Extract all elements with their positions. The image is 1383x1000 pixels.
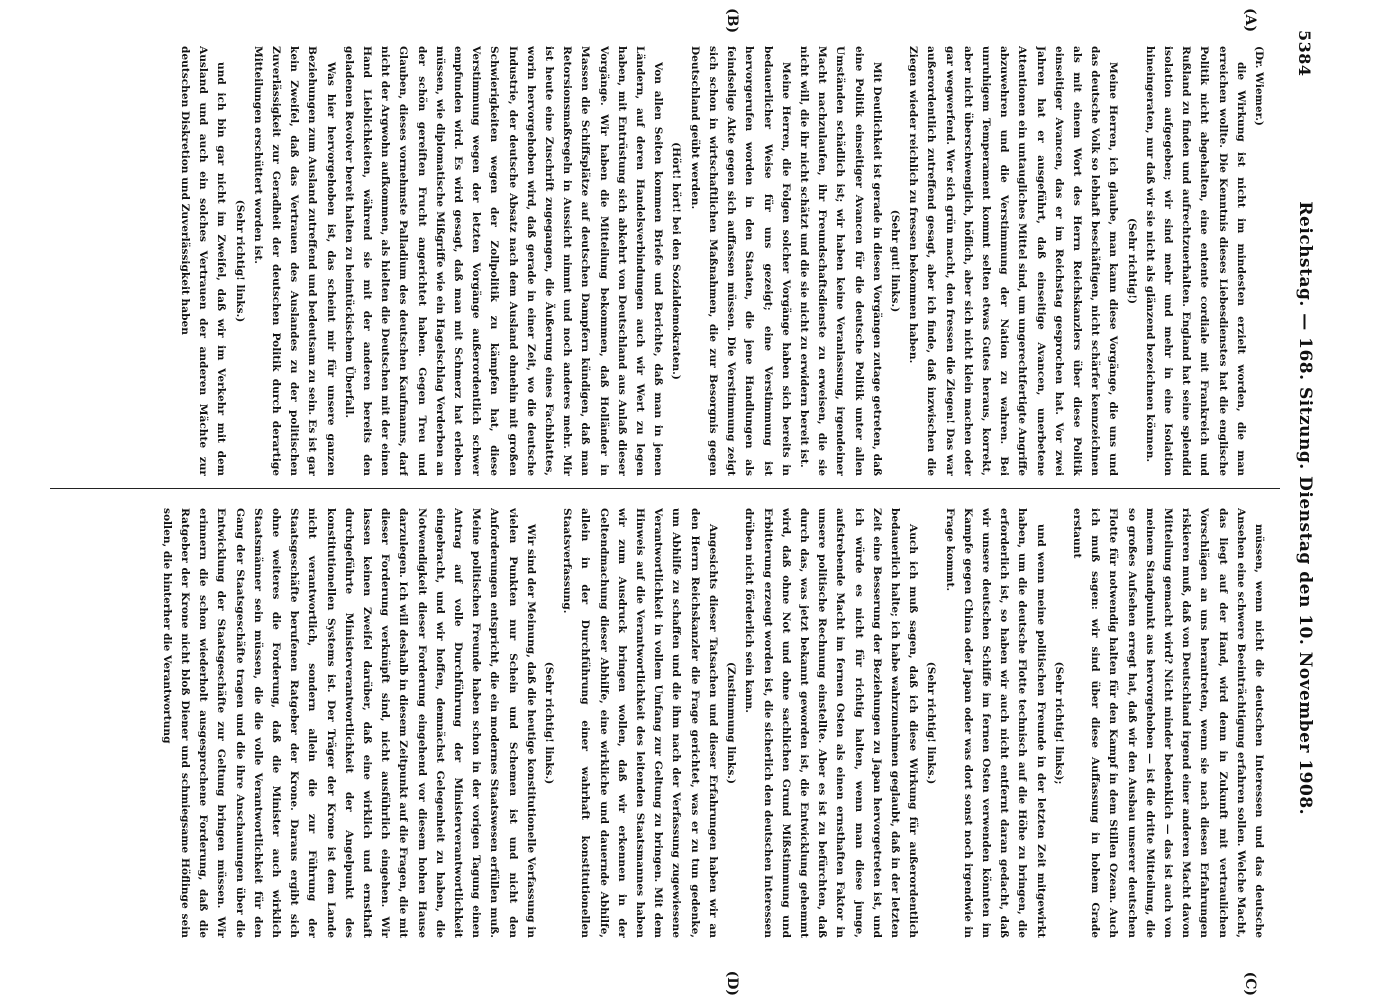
column-divider — [50, 488, 1280, 489]
page-header — [1292, 30, 1318, 980]
paragraph: Meine Herren, ich glaube, man kann diese Vorgänge, die uns und das deutsche Volk so lebhaft beschäftigen, nicht schärfer kennzeichnen als mit einem Wort des Herrn Reichskanzlers über diese Politik einseitiger Avancen, das er im Reichstag gesprochen hat. Vor zwei Jahren hat er ausgeführt, daß einseitige Avancen, unerbetene Attentionen ein untaugliches Mittel sind, um ungerechtfertigte Angriffe abzuwehren und die Verstimmung der Nation zu wahren. Bei unruhigem Temperament kommt selten etwas Gutes heraus, korrekt, aber nicht überschwenglich, höflich, aber sich nicht klein machen oder gar wegwerfend. Wer sich grün macht, den fressen die Ziegen! Das war außerordentlich zutreffend gesagt, aber ich finde, daß inzwischen die Ziegen wieder reichlich zu fressen bekommen haben. — [907, 46, 1120, 476]
paragraph: die Wirkung ist nicht im mindesten erzielt worden, die man erreichen wollte. Die Kenntnis dieses Liebesdienstes hat die englische Politik nicht abgehalten, eine entente cordiale mit Frankreich und Rußland zu finden und aufrechtzuerhalten. England hat seine splendid isolation aufgegeben; wir sind mehr und mehr in eine Isolation hineingeraten, nur daß wir sie nicht als glänzend bezeichnen können. — [1143, 46, 1247, 476]
interjection: (Sehr richtig! links.) — [925, 661, 938, 785]
page-number: 5384 — [1295, 30, 1315, 77]
paragraph: Von allen Seiten kommen Briefe und Berichte, daß man in jenen Ländern, auf deren Handelsverbindungen auch wir Wert zu legen haben, mit Entrüstung sich abkehrt von Deutschland aus Anlaß dieser Vorgänge. Wir haben die Mitteilung bekommen, daß Holländer in Massen die Schiffsplätze auf deutschen Dampfern kündigen, daß man Retorsionsmaßregeln in Aussicht nimmt und noch anderes mehr. Mir ist heute eine Zuschrift zugegangen, die Äußerung eines Fachblattes, worin hervorgehoben wird, daß gerade in einer Zeit, wo die deutsche Industrie, der deutsche Absatz nach dem Ausland ohnehin mit großen Schwierigkeiten wegen der Zollpolitik zu kämpfen hat, diese Verstimmung wegen der letzten Vorgänge außerordentlich schwer empfunden wird. Es wird gesagt, daß man mit Schmerz hat erleben müssen, wie diplomatische Mißgriffe wie ein Hagelschlag Verderben an der schön gereiften Frucht angerichtet haben. Gegen Treu und Glauben, dieses vornehmste Palladium des deutschen Kaufmanns, darf nicht der Argwohn aufkommen, als hielten die Deutschen mit der einen Hand Lieblichkeiten, während sie mit der anderen bereits den geladenen Revolver bereit halten zu heimtückischem Überfall. — [342, 46, 665, 476]
left-column — [58, 46, 1268, 476]
paragraph: Angesichts dieser Tatsachen und dieser Erfahrungen haben wir an den Herrn Reichskanzler die Frage gerichtet, was er zu tun gedenke, um Abhilfe zu schaffen und die ihm nach der Verfassung zugewiesene Verantwortlichkeit in vollem Umfang zur Geltung zu bringen. Mit dem Hinweis auf die Verantwortlichkeit des leitenden Staatsmannes haben wir zum Ausdruck bringen wollen, daß wir erkennen in der Geltendmachung dieser Abhilfe, eine wirkliche und dauernde Abhilfe, allein in der Durchführung einer wahrhaft konstitutionellen Staatsverfassung. — [561, 508, 719, 938]
interjection: (Zustimmung links.) — [725, 661, 738, 784]
paragraph: Was hier hervorgehoben ist, das scheint mir für unsere ganzen Beziehungen zum Ausland zutreffend und bedeutsam zu sein. Es ist gar kein Zweifel, daß das Vertrauen des Auslandes zu der politischen Zuverlässigkeit zur Geradheit der deutschen Politik durch derartige Mitteilungen erschüttert worden ist. — [251, 46, 337, 476]
paragraph: Mit Deutlichkeit ist gerade in diesen Vorgängen zutage getreten, daß eine Politik einseitiger Avancen für die deutsche Politik unter allen Umständen schädlich ist; wir haben keine Veranlassung, irgendeiner Macht nachzulaufen, ihr Freundschaftsdienste zu erweisen, die sie nicht will, die ihr nicht schätzt und die sie nicht zu erwidern bereit ist. — [797, 46, 883, 476]
interjection: (Sehr richtig! links.) — [543, 661, 556, 785]
margin-mark-c: (C) — [1242, 971, 1258, 996]
paragraph: Meine Herren, die Folgen solcher Vorgänge haben sich bereits in bedauerlicher Weise für uns gezeigt; eine Verstimmung ist hervorgerufen worden in den Staaten, die jene Handlungen als feindselige Akte gegen sich auffassen müssen. Die Verstimmung zeigt sich schon in wirtschaftlichen Maßnahmen, die zur Besorgnis gegen Deutschland geübt werden. — [688, 46, 792, 476]
right-column — [58, 508, 1268, 938]
interjection: (Sehr richtig! links); — [1052, 661, 1065, 785]
margin-mark-b: (B) — [724, 8, 740, 34]
interjection: (Sehr richtig!) — [1125, 217, 1138, 305]
paragraph: Wir sind der Meinung, daß die heutige konstitutionelle Verfassung in vielen Punkten nur Schein und Schemen ist und nicht den Anforderungen entspricht, die ein modernes Staatswesen erfüllen muß. Meine politischen Freunde haben schon in der vorigen Tagung einen Antrag auf volle Durchführung der Ministerverantwortlichkeit eingebracht, und wir hoffen, demnächst Gelegenheit zu haben, die Notwendigkeit dieser Forderung eingehend vor diesem hohen Hause darzulegen. Ich will deshalb in diesem Zeitpunkt auf die Fragen, die mit dieser Forderung verknüpft sind, nicht ausführlich eingehen. Wir lassen keinen Zweifel darüber, daß eine wirklich und ernsthaft durchgeführte Ministerverantwortlichkeit der Angelpunkt des konstitutionellen Systems ist. Der Träger der Krone ist dem Lande nicht verantwortlich, sondern allein die zur Führung der Staatsgeschäfte berufenen Ratgeber der Krone. Daraus ergibt sich ohne weiteres die Forderung, daß die Minister auch wirklich Staatsmänner sein müssen, die die volle Verantwortlichkeit für den Gang der Staatsgeschäfte tragen und die ihre Anschauungen über die Entwicklung der Staatsgeschäfte zur Geltung bringen müssen. Wir erinnern die schon wiederholt ausgesprochene Forderung, daß die Ratgeber der Krone nicht bloß Diener und schmiegsame Höflinge sein sollen, die hinterher die Verantwortung — [160, 508, 537, 938]
paragraph: und ich bin gar nicht im Zweifel, daß wir im Verkehr mit dem Ausland und auch ein solches Vertrauen der anderen Mächte zur deutschen Diskretion und Zuverlässigkeit haben — [179, 46, 228, 476]
interjection: (Hört! hört! bei den Sozialdemokraten.) — [670, 142, 683, 380]
paragraph: müssen, wenn nicht die deutschen Interessen und das deutsche Ansehen eine schwere Beeinträchtigung erfahren sollen. Welche Macht, das liegt auf der Hand, wird denn in Zukunft mit vertraulichen Vorschlägen an uns herantreten, wenn sie nach diesen Erfahrungen riskieren muß, daß von Deutschland irgend einer anderen Macht davon Mitteilung gemacht wird? Nicht minder bedenklich — das ist auch von meinem Standpunkt aus hervorgehoben — ist die dritte Mitteilung, die so großes Aufsehen erregt hat, daß wir den Ausbau unserer deutschen Flotte für notwendig halten für den Kampf in dem Stillen Ozean. Auch ich muß sagen: wir sind über diese Auffassung in hohem Grade erstaunt — [1070, 508, 1265, 938]
speaker-label: (Dr. Wiemer.) — [1253, 46, 1265, 126]
paragraph: und wenn meine politischen Freunde in der letzten Zeit mitgewirkt haben, um die deutsche Flotte technisch auf die Höhe zu bringen, die erforderlich ist, so haben wir auch nicht entfernt daran gedacht, daß wir unsere deutschen Schiffe im fernen Osten verwenden könnten im Kampfe gegen China oder Japan oder was dort sonst noch irgendwie in Frage kommt. — [943, 508, 1047, 938]
session-title: Reichstag. — 168. Sitzung. Dienstag den 10. November 1908. — [1295, 201, 1315, 816]
interjection: (Sehr gut! links.) — [888, 209, 901, 313]
margin-mark-d: (D) — [724, 970, 740, 996]
interjection: (Sehr richtig! links.) — [233, 199, 246, 323]
margin-mark-a: (A) — [1242, 8, 1258, 33]
paragraph: Auch ich muß sagen, daß ich diese Wirkung für außerordentlich bedauerlich halte; ich habe wahrzunehmen geglaubt, daß in der letzten Zeit eine Besserung der Beziehungen zu Japan hervorgetreten ist, und ich würde es nicht für richtig halten, wenn man diese junge, aufstrebende Macht im fernen Osten als einen ernsthaften Faktor in unsere politische Rechnung einstellte. Aber es ist zu befürchten, daß durch das, was jetzt bekannt geworden ist, die Entwicklung gehemmt wird, daß ohne Not und ohne sachlichen Grund Mißstimmung und Erbitterung erzeugt worden ist, die sicherlich den deutschen Interessen drüben nicht förderlich sein kann. — [743, 508, 920, 938]
